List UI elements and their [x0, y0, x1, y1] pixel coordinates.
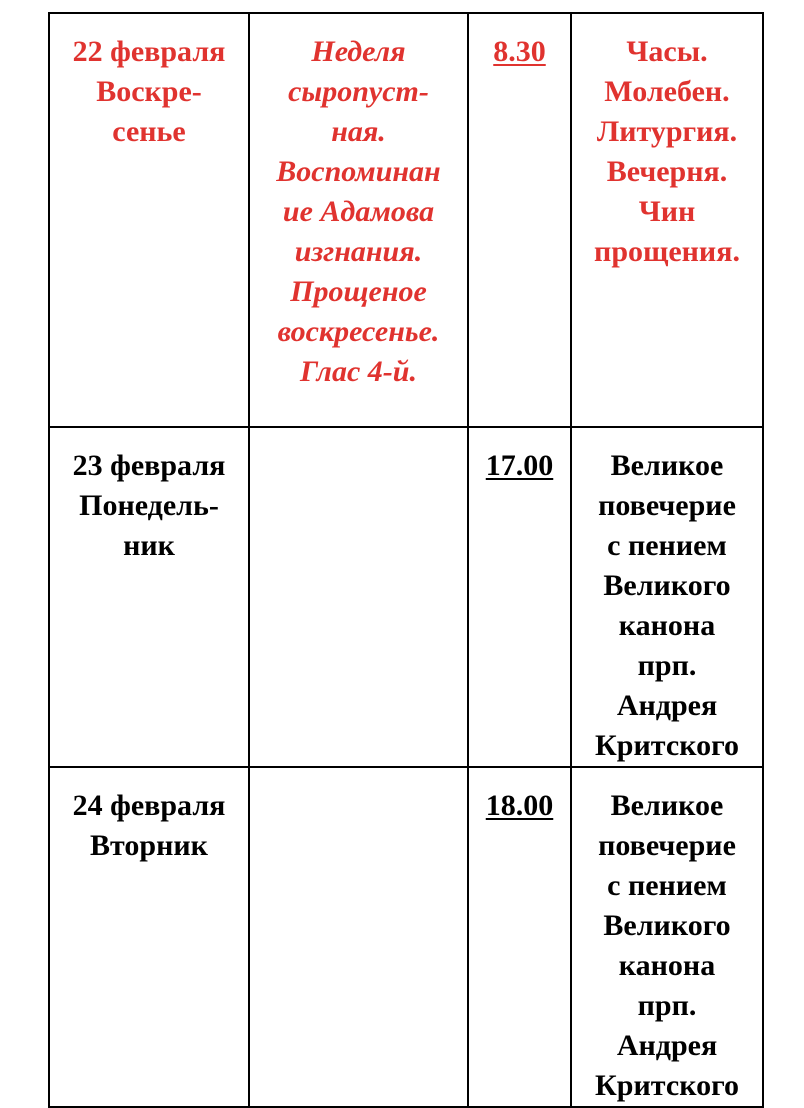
feast-text: изгнания.	[294, 235, 423, 268]
date-cell	[49, 427, 249, 767]
service-text: прп.	[637, 649, 697, 682]
feast-text: Прощеное	[290, 275, 427, 308]
service-text: канона	[618, 949, 716, 982]
date-cell	[49, 13, 249, 427]
time-cell	[468, 427, 571, 767]
service-text: Андрея	[616, 689, 718, 722]
service-text: канона	[618, 609, 716, 642]
service-text: прощения.	[594, 235, 740, 268]
service-text: Критского	[595, 729, 739, 762]
service-text: Молебен.	[604, 75, 730, 108]
feast-text: сыропуст-	[288, 75, 429, 108]
weekday-text: Воскре-	[96, 75, 202, 108]
service-text: с пением	[607, 529, 727, 562]
feast-text: ная.	[331, 115, 386, 148]
time-text: 8.30	[493, 35, 546, 68]
service-text: Вечерня.	[606, 155, 728, 188]
service-text: Чин	[638, 195, 696, 228]
table-row	[49, 427, 763, 767]
weekday-text: сенье	[112, 115, 186, 148]
feast-text: Неделя	[311, 35, 406, 68]
feast-cell	[249, 427, 468, 767]
service-text: Литургия.	[596, 115, 738, 148]
service-cell	[571, 427, 763, 767]
table-row	[49, 767, 763, 1107]
time-cell	[468, 767, 571, 1107]
service-text: прп.	[637, 989, 697, 1022]
table-row	[49, 13, 763, 427]
feast-text: ие Адамова	[282, 195, 435, 228]
time-text: 17.00	[485, 449, 554, 482]
feast-text: воскресенье.	[277, 315, 440, 348]
service-text: Великого	[603, 569, 731, 602]
service-text: Часы.	[626, 35, 708, 68]
feast-text: Воспоминан	[276, 155, 441, 188]
service-text: Великое	[610, 449, 724, 482]
service-text: с пением	[607, 869, 727, 902]
date-text: 22 февраля	[72, 35, 226, 68]
feast-text: Глас 4-й.	[300, 355, 417, 388]
weekday-text: Вторник	[90, 829, 208, 862]
service-text: Андрея	[616, 1029, 718, 1062]
time-text: 18.00	[485, 789, 554, 822]
schedule-table	[48, 12, 764, 1108]
weekday-text: Понедель-	[79, 489, 219, 522]
service-text: повечерие	[598, 489, 736, 522]
weekday-text: ник	[123, 529, 175, 562]
date-cell	[49, 767, 249, 1107]
service-text: повечерие	[598, 829, 736, 862]
date-text: 23 февраля	[72, 449, 226, 482]
service-text: Великое	[610, 789, 724, 822]
feast-cell	[249, 767, 468, 1107]
date-text: 24 февраля	[72, 789, 226, 822]
service-cell	[571, 13, 763, 427]
service-text: Великого	[603, 909, 731, 942]
service-text: Критского	[595, 1069, 739, 1102]
service-cell	[571, 767, 763, 1107]
time-cell	[468, 13, 571, 427]
feast-cell	[249, 13, 468, 427]
